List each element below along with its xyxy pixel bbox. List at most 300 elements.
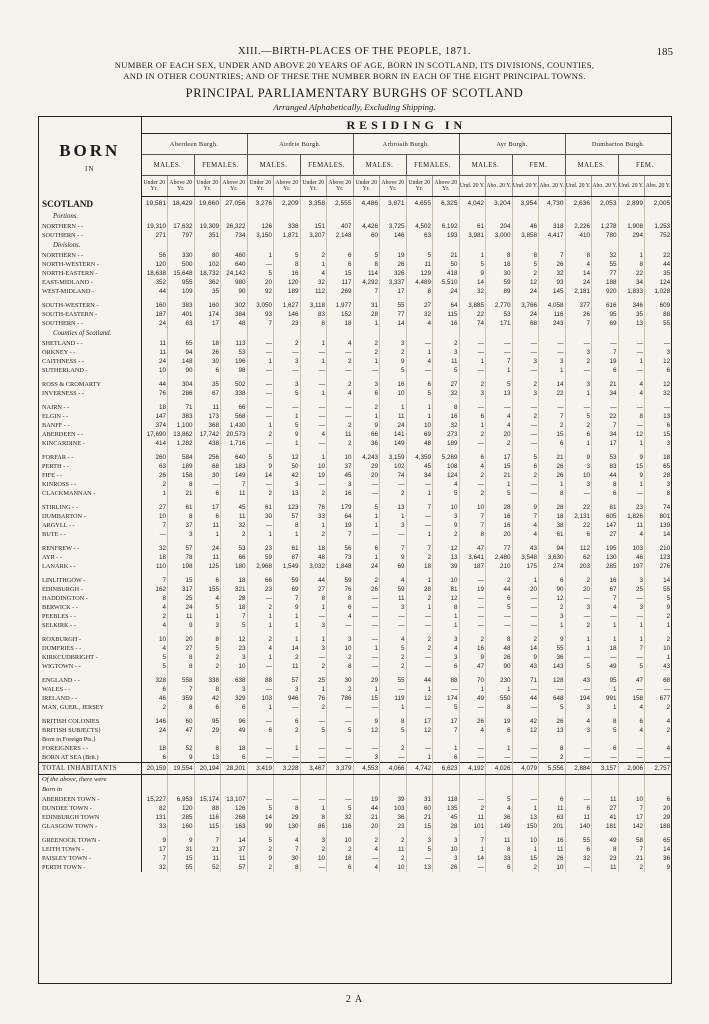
table-cell: 10: [300, 462, 327, 471]
table-cell: 15: [618, 462, 645, 471]
table-cell: 18: [194, 339, 221, 348]
table-cell: 26,322: [221, 222, 248, 231]
table-cell: 7: [141, 521, 168, 530]
table-cell: 1: [353, 644, 380, 653]
sex-header: MALES.: [565, 155, 618, 176]
table-cell: —: [247, 389, 274, 398]
table-cell: 286: [168, 389, 195, 398]
table-cell: 48: [300, 553, 327, 562]
table-cell: 1,253: [645, 222, 672, 231]
table-cell: 113: [221, 339, 248, 348]
table-cell: —: [327, 348, 354, 357]
table-cell: 18: [300, 544, 327, 553]
table-cell: 32: [327, 813, 354, 822]
table-cell: 5,510: [433, 278, 460, 287]
table-cell: 195: [592, 544, 619, 553]
table-cell: —: [247, 260, 274, 269]
table-row: [39, 462, 671, 471]
table-cell: 285: [168, 813, 195, 822]
table-row: [39, 278, 671, 287]
table-cell: 1: [300, 635, 327, 644]
table-cell: 2,226: [565, 222, 592, 231]
table-cell: 2: [512, 471, 539, 480]
table-cell: 3: [565, 726, 592, 735]
table-cell: 401: [168, 310, 195, 319]
table-cell: 8: [486, 251, 513, 260]
table-cell: 3: [274, 685, 301, 694]
table-cell: [433, 240, 460, 251]
table-cell: [592, 735, 619, 744]
table-cell: 19: [327, 521, 354, 530]
table-cell: 18: [645, 453, 672, 462]
table-cell: 102: [194, 260, 221, 269]
table-cell: 125: [194, 562, 221, 571]
table-cell: [645, 785, 672, 795]
table-cell: 3,276: [247, 197, 274, 212]
table-cell: 16: [380, 380, 407, 389]
table-cell: 11: [221, 512, 248, 521]
table-cell: 42: [512, 717, 539, 726]
table-cell: 3,032: [300, 562, 327, 571]
table-cell: 6: [645, 366, 672, 375]
table-cell: 797: [168, 231, 195, 240]
table-cell: 7: [221, 612, 248, 621]
table-cell: 1: [433, 744, 460, 753]
table-cell: [194, 328, 221, 339]
table-cell: 5: [592, 726, 619, 735]
table-cell: —: [247, 795, 274, 804]
table-cell: 8: [274, 804, 301, 813]
table-cell: 4,486: [353, 197, 380, 212]
table-cell: 118: [433, 795, 460, 804]
age-header: Above 20 Yr.: [168, 176, 195, 197]
table-cell: —: [327, 795, 354, 804]
table-cell: [618, 785, 645, 795]
table-cell: 44: [645, 260, 672, 269]
table-cell: 28: [353, 310, 380, 319]
table-cell: 1: [247, 653, 274, 662]
table-cell: 374: [141, 421, 168, 430]
table-cell: [168, 785, 195, 795]
table-cell: —: [353, 594, 380, 603]
table-cell: 318: [539, 222, 566, 231]
table-cell: [141, 775, 168, 786]
table-cell: 10: [406, 421, 433, 430]
table-row: [39, 287, 671, 296]
table-cell: 98: [221, 366, 248, 375]
table-cell: 1: [618, 251, 645, 260]
table-cell: —: [300, 348, 327, 357]
table-cell: —: [645, 685, 672, 694]
section-row: [39, 240, 671, 251]
note-row: [39, 785, 671, 795]
table-cell: 22: [645, 251, 672, 260]
table-row: [39, 603, 671, 612]
age-header: Above 20 Yr.: [380, 176, 407, 197]
table-cell: 50: [274, 462, 301, 471]
table-cell: 56: [327, 544, 354, 553]
table-cell: 95: [592, 310, 619, 319]
table-cell: 36: [539, 653, 566, 662]
table-cell: 1,278: [592, 222, 619, 231]
table-cell: 14: [645, 530, 672, 539]
table-cell: 5: [274, 421, 301, 430]
table-cell: —: [539, 403, 566, 412]
table-cell: [433, 735, 460, 744]
table-cell: 5: [247, 836, 274, 845]
table-cell: 11: [380, 412, 407, 421]
table-cell: 352: [141, 278, 168, 287]
table-cell: [380, 775, 407, 786]
table-cell: 1: [300, 603, 327, 612]
table-cell: 95: [194, 717, 221, 726]
table-cell: —: [274, 703, 301, 712]
table-cell: —: [247, 439, 274, 448]
table-cell: 22: [539, 389, 566, 398]
table-cell: 31: [168, 845, 195, 854]
table-cell: 1: [618, 357, 645, 366]
table-cell: 991: [592, 694, 619, 703]
table-cell: 5: [512, 453, 539, 462]
table-cell: 11: [565, 813, 592, 822]
table-cell: 173: [194, 412, 221, 421]
table-cell: —: [380, 612, 407, 621]
table-cell: 11: [406, 260, 433, 269]
row-label: PERTH TOWN -: [39, 863, 141, 872]
table-cell: —: [247, 366, 274, 375]
table-cell: 3: [645, 439, 672, 448]
table-cell: 15: [539, 430, 566, 439]
table-cell: 15,648: [168, 269, 195, 278]
table-cell: 27: [406, 301, 433, 310]
table-row: [39, 222, 671, 231]
table-cell: 11: [380, 845, 407, 854]
table-cell: 8: [141, 594, 168, 603]
burgh-header: Arbroath Burgh.: [353, 134, 459, 155]
table-cell: [459, 211, 486, 222]
table-cell: 10: [327, 453, 354, 462]
table-cell: —: [300, 403, 327, 412]
born-heading: BORN: [59, 140, 121, 160]
table-cell: —: [380, 480, 407, 489]
running-title: XIII.—BIRTH-PLACES OF THE PEOPLE, 1871.: [237, 46, 472, 57]
table-cell: 11: [221, 854, 248, 863]
table-cell: 1,282: [168, 439, 195, 448]
table-cell: 149: [486, 822, 513, 831]
table-cell: 1: [247, 621, 274, 630]
table-cell: [247, 328, 274, 339]
table-cell: 3,885: [459, 301, 486, 310]
table-cell: 5: [486, 603, 513, 612]
row-label: CLACKMANNAN -: [39, 489, 141, 498]
row-label: EDINBURGH TOWN: [39, 813, 141, 822]
table-cell: 17: [141, 845, 168, 854]
table-cell: 57: [274, 676, 301, 685]
table-cell: 8: [539, 744, 566, 753]
table-cell: 119: [380, 694, 407, 703]
row-label: STIRLING - -: [39, 503, 141, 512]
table-cell: 41: [592, 813, 619, 822]
table-cell: 13: [539, 726, 566, 735]
row-label: RENFREW - -: [39, 544, 141, 553]
table-cell: 93: [539, 278, 566, 287]
table-cell: 269: [327, 287, 354, 296]
table-cell: [274, 211, 301, 222]
table-cell: 8: [274, 521, 301, 530]
table-cell: 3,954: [512, 197, 539, 212]
table-cell: [486, 328, 513, 339]
table-cell: 3,204: [486, 197, 513, 212]
table-cell: [300, 240, 327, 251]
row-label: FORFAR - -: [39, 453, 141, 462]
table-cell: 8: [486, 845, 513, 854]
table-cell: 49: [592, 662, 619, 671]
table-cell: 4: [486, 804, 513, 813]
table-cell: 31: [353, 301, 380, 310]
table-cell: 5: [194, 644, 221, 653]
table-cell: 3: [300, 644, 327, 653]
table-cell: 8: [406, 287, 433, 296]
table-cell: —: [327, 366, 354, 375]
table-cell: 3: [221, 685, 248, 694]
table-cell: 3,766: [512, 301, 539, 310]
table-cell: 2,181: [565, 287, 592, 296]
table-cell: 3,467: [300, 763, 327, 775]
sex-header: MALES.: [141, 155, 194, 176]
table-cell: 23: [221, 644, 248, 653]
table-cell: 285: [592, 562, 619, 571]
table-cell: 20: [486, 530, 513, 539]
table-cell: 1: [539, 480, 566, 489]
table-cell: 2: [512, 635, 539, 644]
table-cell: —: [380, 621, 407, 630]
table-cell: 2: [300, 489, 327, 498]
table-cell: 44: [300, 576, 327, 585]
table-row: [39, 621, 671, 630]
table-cell: 6: [327, 863, 354, 872]
table-cell: —: [618, 653, 645, 662]
table-cell: 95: [592, 676, 619, 685]
table-cell: —: [645, 403, 672, 412]
table-cell: —: [433, 685, 460, 694]
table-cell: 7: [141, 576, 168, 585]
table-cell: 2: [247, 489, 274, 498]
row-label: BRITISH SUBJECTS}: [39, 726, 141, 735]
table-cell: 5: [380, 726, 407, 735]
section-row: [39, 211, 671, 222]
table-cell: 2: [406, 553, 433, 562]
table-cell: [406, 240, 433, 251]
table-cell: [486, 240, 513, 251]
table-cell: —: [353, 854, 380, 863]
table-cell: [459, 735, 486, 744]
row-label: BANFF - -: [39, 421, 141, 430]
table-cell: 7: [274, 845, 301, 854]
table-cell: 1: [512, 576, 539, 585]
table-cell: 9: [512, 503, 539, 512]
table-cell: 10: [512, 836, 539, 845]
table-cell: 1: [406, 753, 433, 763]
table-cell: 7: [459, 512, 486, 521]
table-cell: 38: [539, 521, 566, 530]
table-row: [39, 301, 671, 310]
table-cell: 4,655: [406, 197, 433, 212]
table-cell: 10: [618, 795, 645, 804]
table-cell: 47: [168, 726, 195, 735]
table-cell: 1: [459, 685, 486, 694]
table-cell: 155: [194, 585, 221, 594]
table-cell: 5: [406, 251, 433, 260]
table-cell: 24: [141, 726, 168, 735]
table-cell: 76: [300, 503, 327, 512]
table-cell: 8: [300, 594, 327, 603]
table-cell: 29: [194, 726, 221, 735]
table-cell: 53: [221, 544, 248, 553]
table-cell: [327, 785, 354, 795]
table-cell: 77: [486, 544, 513, 553]
table-cell: 55: [645, 319, 672, 328]
sex-header: FEM.: [618, 155, 671, 176]
table-cell: [406, 735, 433, 744]
table-cell: —: [618, 421, 645, 430]
table-cell: 29: [353, 676, 380, 685]
table-cell: 59: [327, 576, 354, 585]
table-cell: 10: [327, 836, 354, 845]
table-cell: —: [512, 403, 539, 412]
table-cell: 19,310: [141, 222, 168, 231]
table-cell: —: [512, 795, 539, 804]
table-cell: 6: [486, 726, 513, 735]
table-cell: 17: [618, 813, 645, 822]
table-cell: 37: [221, 845, 248, 854]
table-cell: —: [618, 685, 645, 694]
table-cell: 3: [327, 635, 354, 644]
table-cell: 183: [221, 462, 248, 471]
table-cell: —: [300, 863, 327, 872]
table-cell: 6: [539, 795, 566, 804]
table-cell: 5: [141, 653, 168, 662]
table-cell: 19: [353, 795, 380, 804]
table-cell: 80: [194, 251, 221, 260]
table-cell: 203: [565, 562, 592, 571]
table-cell: 2: [512, 380, 539, 389]
row-label: SOUTH-WESTERN -: [39, 301, 141, 310]
table-cell: 1: [565, 644, 592, 653]
table-cell: 3: [618, 603, 645, 612]
row-label: Of the above, there were: [39, 775, 141, 786]
table-cell: —: [406, 621, 433, 630]
table-cell: —: [459, 744, 486, 753]
table-cell: —: [274, 366, 301, 375]
table-cell: 148: [168, 357, 195, 366]
table-cell: 3,118: [300, 301, 327, 310]
age-header: Abo. 20 Y.: [592, 176, 619, 197]
table-cell: 16: [433, 412, 460, 421]
table-cell: 103: [618, 544, 645, 553]
table-cell: [592, 328, 619, 339]
table-cell: 2: [618, 863, 645, 872]
table-cell: 90: [539, 585, 566, 594]
table-cell: 21: [618, 854, 645, 863]
table-cell: 1: [618, 439, 645, 448]
table-cell: 2: [380, 836, 407, 845]
table-cell: —: [353, 480, 380, 489]
table-cell: —: [406, 703, 433, 712]
table-cell: [645, 240, 672, 251]
table-cell: [221, 775, 248, 786]
table-cell: 2,636: [565, 197, 592, 212]
table-cell: —: [645, 339, 672, 348]
table-cell: 61: [274, 544, 301, 553]
table-cell: [221, 785, 248, 795]
table-cell: 346: [618, 301, 645, 310]
table-cell: 1: [274, 439, 301, 448]
table-cell: 5: [486, 489, 513, 498]
table-cell: 74: [645, 503, 672, 512]
table-cell: 2: [459, 489, 486, 498]
table-cell: [247, 735, 274, 744]
table-cell: 3: [433, 653, 460, 662]
table-cell: [433, 785, 460, 795]
table-row: [39, 795, 671, 804]
table-cell: [194, 735, 221, 744]
table-cell: 43: [645, 662, 672, 671]
table-row: [39, 717, 671, 726]
table-cell: 14: [459, 854, 486, 863]
table-cell: [565, 240, 592, 251]
table-cell: 14: [221, 836, 248, 845]
table-cell: 6: [433, 662, 460, 671]
table-cell: 1: [353, 521, 380, 530]
table-cell: 17: [433, 717, 460, 726]
table-cell: 1: [380, 512, 407, 521]
table-cell: 44: [512, 694, 539, 703]
table-cell: 103: [247, 694, 274, 703]
table-cell: 2,131: [565, 512, 592, 521]
table-cell: 1: [247, 251, 274, 260]
table-cell: 2: [353, 348, 380, 357]
born-in-heading: IN: [85, 164, 95, 173]
table-cell: 46: [618, 553, 645, 562]
table-cell: 66: [221, 553, 248, 562]
table-cell: 6: [459, 453, 486, 462]
table-cell: 6: [221, 703, 248, 712]
table-cell: [221, 328, 248, 339]
table-cell: 11: [592, 795, 619, 804]
table-cell: 30: [194, 357, 221, 366]
table-cell: 3,858: [512, 231, 539, 240]
table-cell: 1: [380, 703, 407, 712]
table-cell: 11: [221, 489, 248, 498]
table-cell: 2: [353, 836, 380, 845]
table-cell: —: [512, 703, 539, 712]
table-cell: 28: [539, 503, 566, 512]
table-cell: [459, 328, 486, 339]
table-cell: 187: [459, 562, 486, 571]
table-cell: 3,157: [592, 763, 619, 775]
table-cell: 18: [141, 403, 168, 412]
table-cell: 1,977: [327, 301, 354, 310]
table-cell: 13,107: [221, 795, 248, 804]
table-cell: —: [512, 489, 539, 498]
table-cell: 55: [539, 644, 566, 653]
table-cell: 4: [618, 530, 645, 539]
table-cell: —: [486, 753, 513, 763]
table-cell: 3: [168, 530, 195, 539]
stub-header: [39, 117, 141, 197]
table-cell: 28: [433, 822, 460, 831]
table-cell: [274, 735, 301, 744]
